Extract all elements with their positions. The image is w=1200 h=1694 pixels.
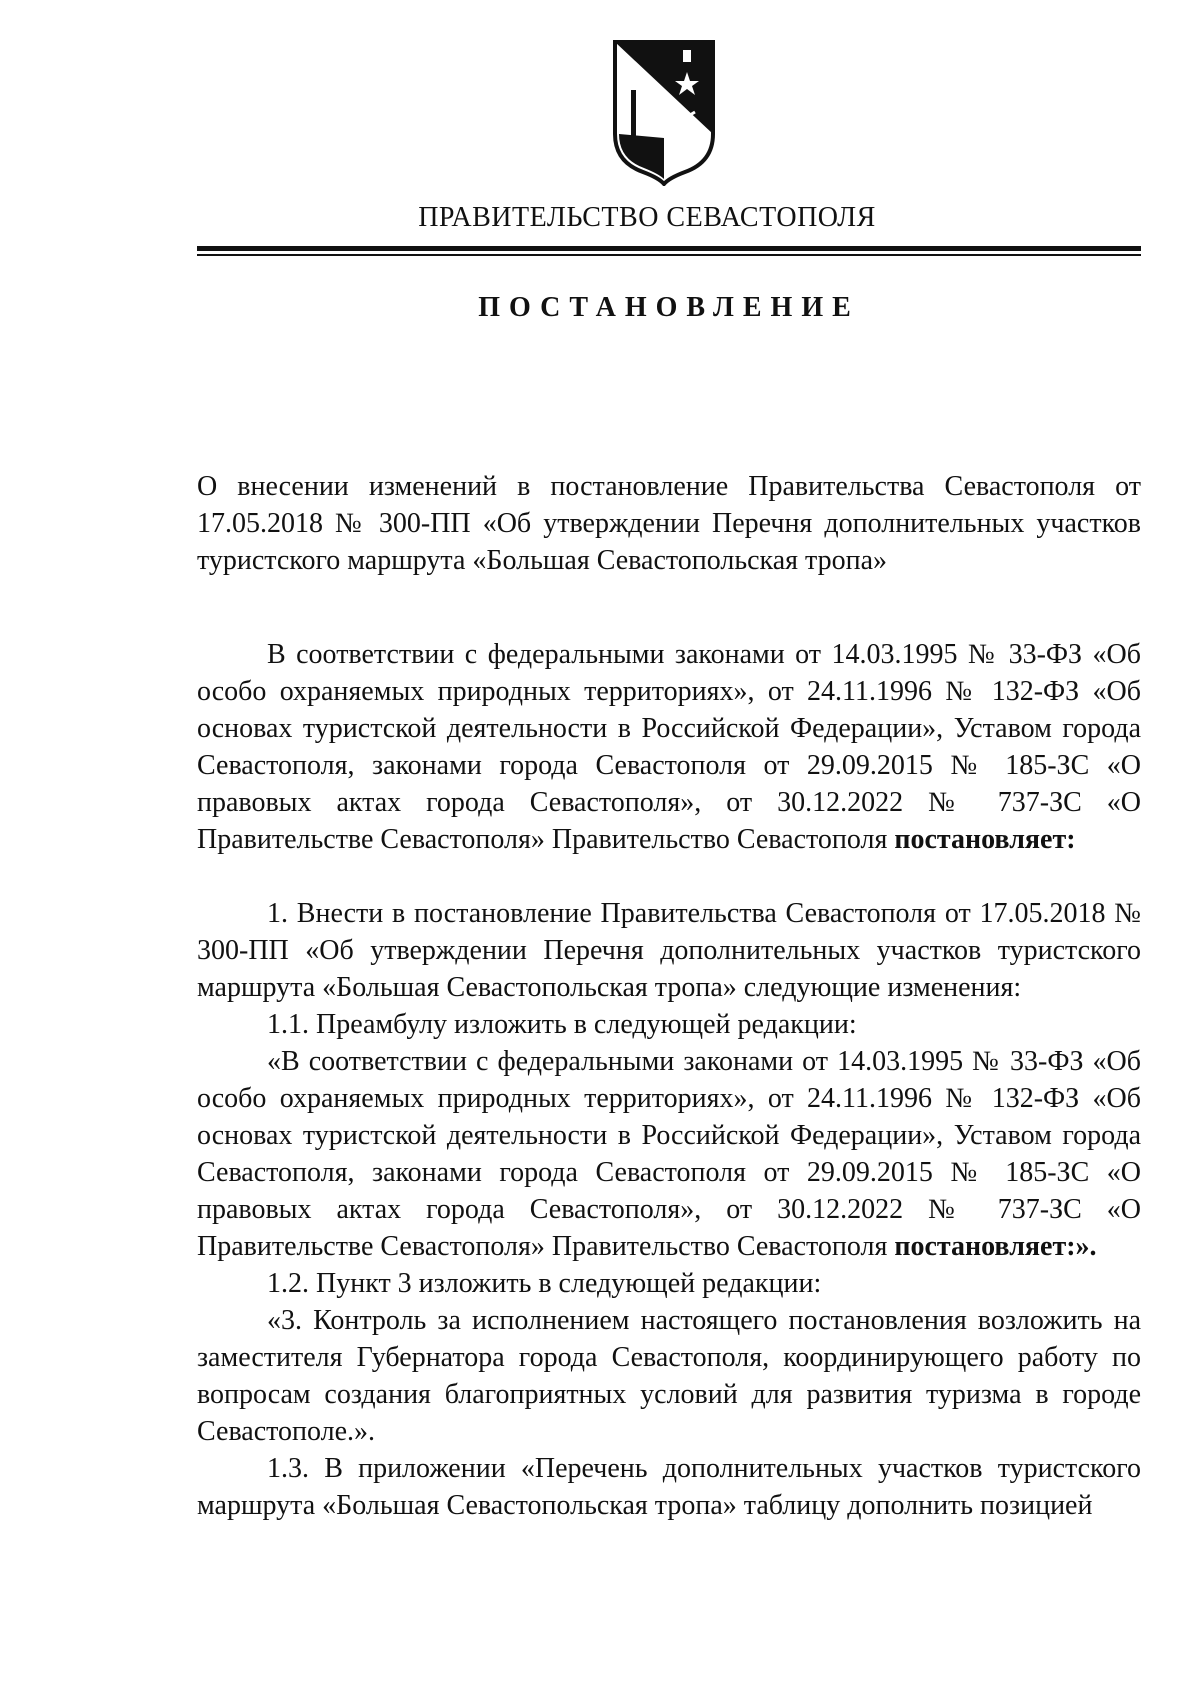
item-1-paragraph: 1. Внести в постановление Правительства Севастополя от 17.05.2018 № 300-ПП «Об утверждении Перечня дополнительных участков туристского маршрута «Большая Севастопольская тропа» следующие изменения: <box>197 898 1141 1003</box>
preamble-text: В соответствии с федеральными законами от 14.03.1995 № 33-ФЗ «Об особо охраняемых природных территориях», от 24.11.1996 № 132-ФЗ «Об основах туристской деятельности в Российской Федерации», Уставом города Севастополя, законами города Севастополя от 29.09.2015 № 185-ЗС «О правовых актах города Севастополя», от 30.12.2022 № 737-ЗС «О Правительстве Севастополя» Правительство Севастополя <box>197 639 1141 855</box>
item-1-1-quote-paragraph <box>197 1043 1141 1265</box>
preamble-paragraph <box>197 636 1141 858</box>
header-divider-thick <box>197 246 1141 251</box>
item-1-1-quote-decree-word: постановляет:». <box>894 1231 1097 1262</box>
item-1-2-quote-paragraph: «3. Контроль за исполнением настоящего постановления возложить на заместителя Губернатора города Севастополя, координирующего работу по вопросам создания благоприятных условий для развития туризма в городе Севастополе.». <box>197 1305 1141 1447</box>
document-subject: О внесении изменений в постановление Правительства Севастополя от 17.05.2018 № 300-ПП «Об утверждении Перечня дополнительных участков туристского маршрута «Большая Севастопольская тропа» <box>197 471 1141 576</box>
coat-of-arms-icon <box>609 38 719 186</box>
organization-name: ПРАВИТЕЛЬСТВО СЕВАСТОПОЛЯ <box>418 202 876 233</box>
header-divider-thin <box>197 254 1141 256</box>
item-1-2-paragraph: 1.2. Пункт 3 изложить в следующей редакции: <box>267 1268 822 1299</box>
item-1-1-paragraph: 1.1. Преамбулу изложить в следующей редакции: <box>267 1009 857 1040</box>
document-body <box>197 636 1141 1524</box>
preamble-decree-word: постановляет: <box>894 824 1076 855</box>
item-1-3-paragraph: 1.3. В приложении «Перечень дополнительных участков туристского маршрута «Большая Севастопольская тропа» таблицу дополнить позицией <box>197 1453 1141 1521</box>
item-1-1-quote-text: «В соответствии с федеральными законами от 14.03.1995 № 33-ФЗ «Об особо охраняемых природных территориях», от 24.11.1996 № 132-ФЗ «Об основах туристской деятельности в Российской Федерации», Уставом города Севастополя, законами города Севастополя от 29.09.2015 № 185-ЗС «О правовых актах города Севастополя», от 30.12.2022 № 737-ЗС «О Правительстве Севастополя» Правительство Севастополя <box>197 1046 1141 1262</box>
document-type-title: ПОСТАНОВЛЕНИЕ <box>478 292 860 323</box>
